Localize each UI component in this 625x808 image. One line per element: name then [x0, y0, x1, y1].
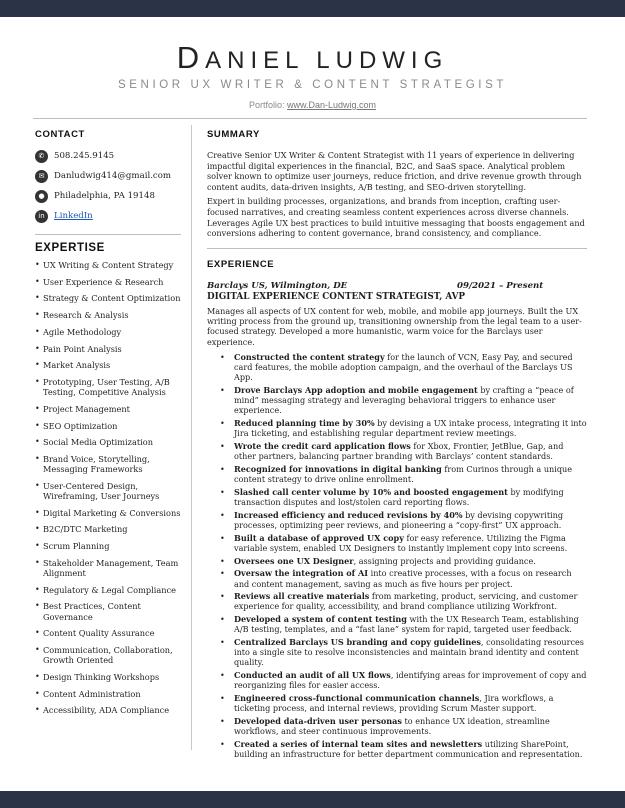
- bullet-text: from marketing, product, servicing, and customer experience for quality, accessibility, and brand compliance utilizing Workfront.: [234, 591, 578, 612]
- bullet-text: from Curinos through a unique content strategy to drive online enrollment.: [234, 463, 573, 485]
- summary-paragraph-1: Creative Senior UX Writer & Content Strategist with 11 years of experience in delivering impactful digital experiences in the financial, B2C, and SaaS space. Analytical problem solver known to optimize user journeys, reduce friction, and drive revenue growth through content audits, data-driven insights, A/B testing, and SEO-driven storytelling.: [207, 150, 582, 192]
- achievement-list: [207, 352, 587, 759]
- expertise-list: [35, 260, 185, 716]
- list-item: • Design Thinking Workshops: [35, 672, 185, 682]
- list-item: • Strategy & Content Optimization: [35, 293, 185, 303]
- job-header: [207, 281, 587, 291]
- phone-icon: ✆: [35, 150, 48, 163]
- list-item: • Project Management: [35, 404, 185, 414]
- list-item: • Social Media Optimization: [35, 437, 185, 447]
- email-text[interactable]: Danludwig414@gmail.com: [54, 171, 172, 181]
- list-item: [207, 464, 587, 484]
- list-item: [207, 441, 587, 461]
- summary-divider: [207, 248, 587, 249]
- bullet-text: , consolidating resources into a single site to resolve inconsistencies and maintain brand identity and content quality.: [234, 637, 584, 668]
- list-item: • User Experience & Research: [35, 277, 185, 287]
- job-description: Manages all aspects of UX content for web, mobile, and mobile app journeys. Built the UX writing process from the ground up, transitioning ownership from the legal team to a user-focused strategy. Developed a more humanistic, warm voice for the Barclays user experience.: [207, 305, 582, 347]
- bullet-text: into creative processes, with a focus on research and content management, saving as much as five hours per project.: [234, 568, 572, 589]
- bullet-text: for the launch of VCN, Easy Pay, and secured card features, the mobile adoption campaign, and the overhaul of the Barclays US App.: [234, 351, 573, 383]
- header-divider: [33, 118, 587, 119]
- list-item: • Digital Marketing & Conversions: [35, 508, 185, 518]
- bullet-lead: Developed a system of content testing: [234, 614, 407, 625]
- name-rest: ANIEL LUDWIG: [205, 47, 449, 74]
- list-item: [207, 385, 587, 416]
- bottom-accent-bar: [0, 791, 625, 808]
- bullet-text: , assigning projects and providing guidance.: [353, 555, 536, 566]
- contact-location: [35, 186, 185, 206]
- bullet-lead: Recognized for innovations in digital banking: [234, 463, 442, 474]
- expertise-heading: EXPERTISE: [35, 242, 105, 254]
- list-item: • Pain Point Analysis: [35, 344, 185, 354]
- bullet-lead: Constructed the content strategy: [234, 351, 385, 362]
- list-item: • B2C/DTC Marketing: [35, 524, 185, 534]
- list-item: • Scrum Planning: [35, 541, 185, 551]
- bullet-text: by crafting a “peace of mind” messaging strategy and leveraging behavioral triggers to enhance user experience.: [234, 385, 574, 416]
- phone-text: 508.245.9145: [54, 151, 115, 161]
- list-item: • Content Administration: [35, 689, 185, 699]
- bullet-lead: Oversaw the integration of AI: [234, 568, 369, 579]
- column-divider: [191, 125, 192, 750]
- contact-phone: [35, 146, 185, 166]
- bullet-lead: Engineered cross-functional communication channels: [234, 693, 480, 704]
- bullet-lead: Conducted an audit of all UX flows: [234, 670, 391, 681]
- list-item: • User-Centered Design, Wireframing, User Journeys: [35, 481, 185, 501]
- bullet-lead: Centralized Barclays US branding and copy guidelines: [234, 637, 481, 648]
- bullet-lead: Wrote the credit card application flows: [234, 441, 411, 452]
- bullet-text: for Xbox, Frontier, JetBlue, Gap, and other partners, balancing partner branding with Barclays’ content standards.: [234, 441, 564, 462]
- list-item: • Agile Methodology: [35, 327, 185, 337]
- list-item: • Communication, Collaboration, Growth Oriented: [35, 645, 185, 665]
- list-item: [207, 533, 587, 553]
- bullet-text: , Jira workflows, a ticketing process, and internal reviews, providing Scrum Master support.: [234, 693, 554, 714]
- bullet-text: to enhance UX ideation, streamline workflows, and steer continuous improvements.: [234, 715, 550, 737]
- contact-linkedin: [35, 206, 185, 226]
- linkedin-link[interactable]: LinkedIn: [54, 211, 93, 221]
- list-item: • SEO Optimization: [35, 421, 185, 431]
- list-item: • Accessibility, ADA Compliance: [35, 705, 185, 715]
- list-item: • Regulatory & Legal Compliance: [35, 585, 185, 595]
- portfolio-label: Portfolio:: [248, 100, 285, 110]
- candidate-role: SENIOR UX WRITER & CONTENT STRATEGIST: [118, 79, 507, 91]
- location-icon: ●: [35, 190, 48, 203]
- linkedin-icon: in: [35, 210, 48, 223]
- right-column: [207, 129, 587, 762]
- list-item: [207, 487, 587, 507]
- list-item: [207, 352, 587, 383]
- candidate-name: [0, 40, 625, 76]
- bullet-lead: Slashed call center volume by 10% and boosted engagement: [234, 486, 508, 497]
- list-item: [207, 637, 587, 668]
- bullet-lead: Reduced planning time by 30%: [234, 418, 375, 429]
- list-item: • Brand Voice, Storytelling, Messaging Frameworks: [35, 454, 185, 474]
- contact-heading: CONTACT: [35, 129, 85, 140]
- list-item: [207, 693, 587, 713]
- job-dates: 09/2021 – Present: [457, 280, 544, 291]
- bullet-lead: Increased efficiency and reduced revisions by 40%: [234, 509, 463, 520]
- bullet-text: for easy reference. Utilizing the Figma variable system, enabled UX Designers to instantly implement copy into screens.: [234, 532, 568, 553]
- list-item: [207, 591, 587, 611]
- top-accent-bar: [0, 0, 625, 17]
- summary-heading: SUMMARY: [207, 129, 260, 140]
- list-item: [207, 614, 587, 634]
- list-item: [207, 716, 587, 736]
- list-item: • Best Practices, Content Governance: [35, 601, 185, 621]
- portfolio-line: [0, 100, 625, 110]
- list-item: [207, 510, 587, 530]
- bullet-lead: Developed data-driven user personas: [234, 715, 402, 726]
- list-item: [207, 568, 587, 588]
- list-item: [207, 670, 587, 690]
- experience-heading: EXPERIENCE: [207, 258, 275, 270]
- list-item: • Prototyping, User Testing, A/B Testing, Competitive Analysis: [35, 377, 185, 397]
- list-item: • Content Quality Assurance: [35, 628, 185, 638]
- job-title: DIGITAL EXPERIENCE CONTENT STRATEGIST, AVP: [207, 291, 466, 302]
- list-item: [207, 556, 587, 566]
- list-item: • UX Writing & Content Strategy: [35, 260, 185, 270]
- list-item: [207, 739, 587, 759]
- bullet-lead: Drove Barclays App adoption and mobile engagement: [234, 385, 478, 396]
- list-item: • Research & Analysis: [35, 310, 185, 320]
- left-divider: [35, 234, 181, 235]
- bullet-lead: Created a series of internal team sites and newsletters: [234, 738, 483, 749]
- contact-list: [35, 146, 185, 226]
- job-company: Barclays US, Wilmington, DE: [207, 280, 348, 291]
- bullet-text: with the UX Research Team, establishing A/B testing, templates, and a “fast lane” system for rapid, targeted user feedback.: [234, 614, 579, 635]
- list-item: • Stakeholder Management, Team Alignment: [35, 558, 185, 578]
- name-initial: D: [176, 40, 206, 75]
- location-text: Philadelphia, PA 19148: [54, 191, 155, 201]
- bullet-text: by modifying transaction disputes and lost/stolen card reporting flows.: [234, 486, 564, 508]
- summary-paragraph-2: Expert in building processes, organizations, and brands from inception, crafting user-focused narratives, and creating seamless content experiences across diverse channels. Leverages Agile UX best practices to build intuitive messaging that boosts engagement and conversions adhering to content governance, brand consistency, and compliance.: [207, 196, 585, 239]
- bullet-lead: Reviews all creative materials: [234, 591, 370, 602]
- bullet-text: , identifying areas for improvement of copy and reorganizing files for easier access.: [234, 670, 587, 691]
- bullet-text: by devising copywriting processes, optimizing peer reviews, and pioneering a “copy-first” UX approach.: [234, 509, 564, 530]
- bullet-lead: Built a database of approved UX copy: [234, 532, 404, 543]
- list-item: • Market Analysis: [35, 360, 185, 370]
- list-item: [207, 418, 587, 438]
- portfolio-link[interactable]: www.Dan-Ludwig.com: [287, 100, 377, 110]
- email-icon: ✉: [35, 170, 48, 183]
- bullet-text: by devising a UX intake process, integrating it into Jira ticketing, and establishing regular department review meetings.: [234, 418, 587, 439]
- left-column: [35, 129, 185, 722]
- bullet-lead: Oversees one UX Designer: [234, 555, 354, 566]
- contact-email: [35, 166, 185, 186]
- bullet-text: utilizing SharePoint, building an infrastructure for better department communication and representation.: [234, 738, 583, 760]
